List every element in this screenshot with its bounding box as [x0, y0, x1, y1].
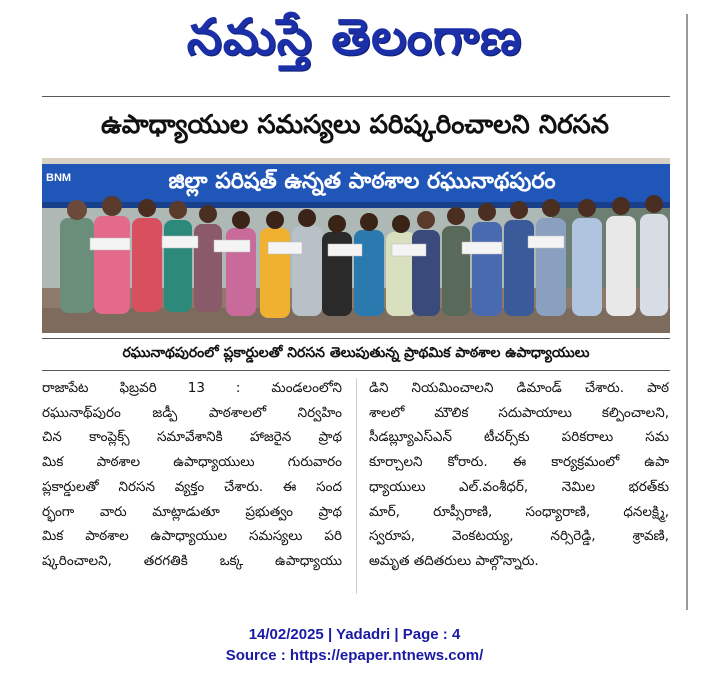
- body-line: రఘునాథ్‌పురం జడ్పీ పాఠశాలలో నిర్వహిం: [42, 404, 342, 421]
- source-url[interactable]: Source : https://epaper.ntnews.com/: [225, 647, 484, 664]
- body-line: ష్కరించాలని, తరగతికి ఒక్క ఉపాధ్యాయు: [42, 552, 342, 569]
- body-line: మిక పాఠశాల ఉపాధ్యాయులు గురువారం: [42, 454, 342, 471]
- masthead: [0, 4, 709, 82]
- body-line: మిక పాఠశాల ఉపాధ్యాయుల సమస్యలు పరి: [42, 528, 342, 545]
- source-footer: [0, 624, 709, 666]
- body-line: అమృత తదితరులు పాల్గొన్నారు.: [369, 552, 539, 569]
- body-line: స్వరూప, వెంకటయ్య, నర్సిరెడ్డి, శ్రావణి,: [369, 528, 669, 545]
- body-line: శాలలో మౌలిక సదుపాయాలు కల్పించాలని,: [369, 404, 669, 421]
- date-edition-page: 14/02/2025 | Yadadri | Page : 4: [248, 626, 461, 643]
- article-body-right-column: [369, 376, 669, 574]
- caption-bottom-rule: [42, 370, 670, 371]
- article-body-left-column: [42, 376, 342, 574]
- newspaper-logo: నమస్తే తెలంగాణ: [186, 7, 523, 66]
- column-divider: [356, 378, 357, 594]
- article-headline: ఉపాధ్యాయుల సమస్యలు పరిష్కరించాలని నిరసన: [101, 110, 609, 140]
- body-line: కూర్చాలని కోరారు. ఈ కార్యక్రమంలో ఉపా: [369, 454, 669, 471]
- page-edge-rule: [686, 14, 688, 610]
- body-line: ర్భంగా వారు మాట్లాడుతూ ప్రభుత్వం ప్రాథ: [42, 503, 342, 520]
- photo-caption: రఘునాథపురంలో ప్లకార్డులతో నిరసన తెలుపుతున్న ప్రాథమిక పాఠశాల ఉపాధ్యాయులు: [122, 344, 590, 361]
- headline-top-rule: [42, 96, 670, 97]
- body-line: ధ్యాయులు ఎల్.వంశీధర్, నెమిల భరత్‌కు: [369, 478, 669, 495]
- body-line: డిని నియమించాలని డిమాండ్ చేశారు. పాఠ: [369, 380, 669, 396]
- school-banner-text: జిల్లా పరిషత్ ఉన్నత పాఠశాల రఘునాథపురం: [168, 169, 556, 194]
- body-line: ప్లకార్డులతో నిరసన వ్యక్తం చేశారు. ఈ సంద: [42, 478, 342, 495]
- body-line: మార్, రూప్సీరాణి, సంధ్యారాణి, ధనలక్ష్మి,: [369, 503, 669, 520]
- news-photo: [42, 158, 670, 333]
- caption-top-rule: [42, 338, 670, 339]
- body-line: సీడబ్ల్యూఎస్ఎన్ టీచర్స్‌కు పరికరాలు సమ: [369, 429, 669, 446]
- body-line: రాజాపేట ఫిబ్రవరి 13 : మండలంలోని: [42, 380, 342, 396]
- body-line: చిన కాంప్లెక్స్ సమావేశానికి హాజరైన ప్రాథ: [42, 429, 342, 446]
- banner-badge: BNM: [46, 172, 72, 184]
